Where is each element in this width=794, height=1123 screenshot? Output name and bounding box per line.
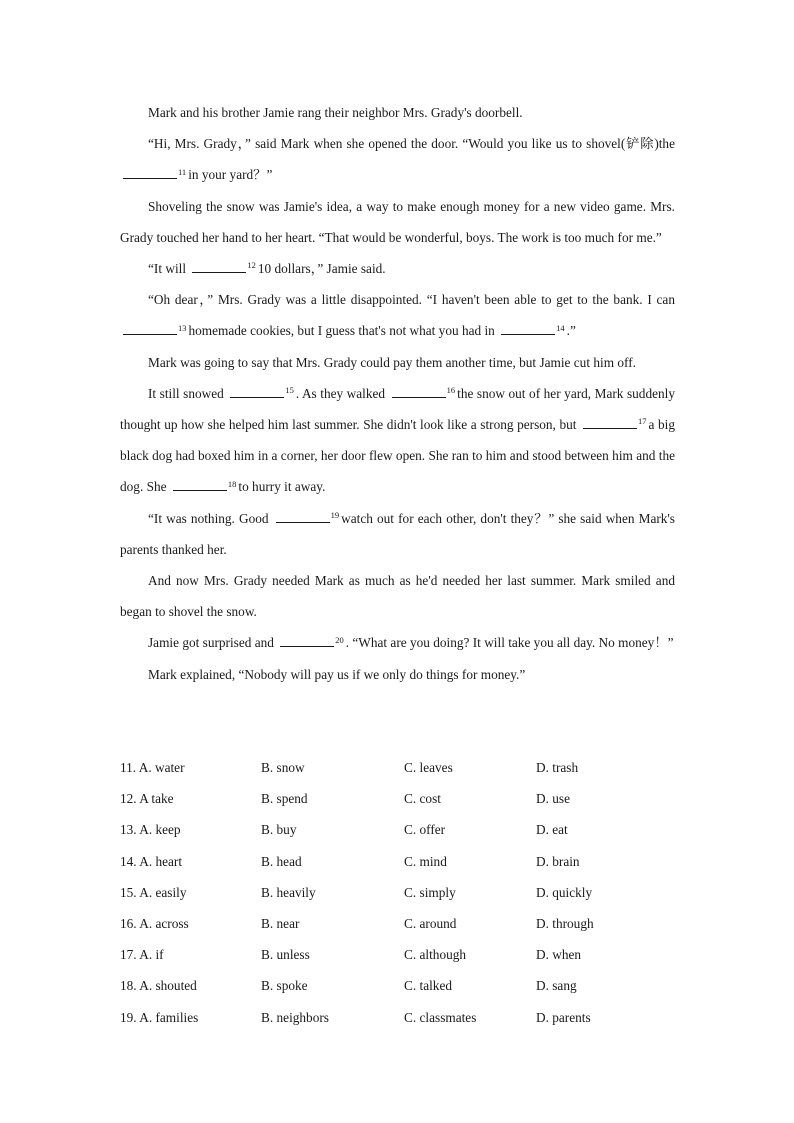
option-choice[interactable]: 16. A. across [120,915,189,931]
blank-number: 12 [247,260,256,271]
passage-text: It still snowed [148,385,228,401]
option-row [120,752,680,783]
answer-blank[interactable] [280,632,334,647]
option-row [120,846,680,877]
passage-paragraph [120,565,675,627]
blank-number: 20 [335,634,344,645]
option-choice[interactable]: B. heavily [261,884,316,900]
answer-blank[interactable] [192,258,246,273]
blank-number: 13 [178,322,187,333]
passage-text: Mark and his brother Jamie rang their neighbor Mrs. Grady's doorbell. [148,105,523,120]
option-choice[interactable]: 18. A. shouted [120,978,197,994]
option-choice[interactable]: C. around [404,915,457,931]
answer-blank[interactable] [392,383,446,398]
passage-paragraph [120,97,675,128]
option-choice[interactable]: D. through [536,915,594,931]
passage-text: . “What are you doing? It will take you all day. No money！” [345,635,674,651]
option-choice[interactable]: D. sang [536,978,577,994]
option-choice[interactable]: D. parents [536,1009,591,1025]
passage-text: And now Mrs. Grady needed Mark as much as he'd needed her last summer. Mark smiled and began to shovel the snow. [120,573,675,620]
option-choice[interactable]: C. leaves [404,760,453,775]
passage-text: watch out for each other, don't they？” she said when Mark's parents thanked her. [120,510,675,557]
answer-blank[interactable] [583,414,637,429]
blank-number: 16 [446,385,456,396]
option-choice[interactable]: 15. A. easily [120,884,187,900]
passage-text: “It will [148,261,190,277]
option-choice[interactable]: C. mind [404,853,447,869]
option-choice[interactable]: C. cost [404,791,441,807]
option-choice[interactable]: 17. A. if [120,947,164,963]
passage-text: a big black dog had boxed him in a corner, her door flew open. She ran to him and stood between him and the dog. She [120,417,675,495]
passage-text: Mark was going to say that Mrs. Grady could pay them another time, but Jamie cut him off. [148,354,636,370]
passage-paragraph [120,284,675,346]
answer-blank[interactable] [123,320,177,335]
passage-text: 10 dollars，” Jamie said. [257,261,386,277]
passage-paragraph [120,191,675,253]
option-choice[interactable]: B. near [261,915,300,931]
passage-paragraph [120,253,675,284]
option-choice[interactable]: B. snow [261,760,305,775]
passage-text: Jamie got surprised and [148,635,278,651]
passage-text: to hurry it away. [238,479,326,495]
answer-blank[interactable] [276,508,330,523]
option-row [120,783,680,814]
option-choice[interactable]: 13. A. keep [120,822,181,838]
option-row [120,1002,680,1033]
option-choice[interactable]: B. buy [261,822,297,838]
passage-text: . As they walked [295,385,389,401]
blank-number: 14 [556,322,565,333]
answer-options [120,752,680,1033]
option-choice[interactable]: B. spend [261,791,308,807]
blank-number: 18 [227,478,237,489]
blank-number: 19 [330,509,340,520]
passage-text: Mark explained, “Nobody will pay us if we only do things for money.” [148,666,526,682]
passage-paragraph [120,659,675,690]
passage-paragraph [120,503,675,565]
passage-text: in your yard？” [188,167,273,183]
option-choice[interactable]: D. quickly [536,884,593,900]
answer-blank[interactable] [123,164,177,179]
option-row [120,908,680,939]
option-choice[interactable]: 14. A. heart [120,853,183,869]
option-choice[interactable]: B. unless [261,947,310,963]
blank-number: 17 [638,416,647,427]
passage-paragraph [120,627,675,658]
option-choice[interactable]: B. head [261,853,302,869]
option-choice[interactable]: C. although [404,947,467,963]
option-choice[interactable]: D. trash [536,760,579,775]
option-choice[interactable]: B. spoke [261,978,308,994]
option-choice[interactable]: D. eat [536,822,568,838]
option-choice[interactable]: D. brain [536,853,580,869]
passage-text: “Hi, Mrs. Grady，” said Mark when she opened the door. “Would you like us to shovel(铲除)the [148,136,675,152]
option-choice[interactable]: D. use [536,791,570,807]
passage [120,97,675,690]
option-choice[interactable]: B. neighbors [261,1009,329,1025]
passage-text: “Oh dear，” Mrs. Grady was a little disappointed. “I haven't been able to get to the bank. I can [148,292,675,308]
option-row [120,939,680,970]
option-choice[interactable]: C. talked [404,978,453,994]
option-row [120,814,680,845]
blank-number: 11 [178,166,187,177]
answer-blank[interactable] [501,320,555,335]
option-choice[interactable]: C. offer [404,822,446,838]
passage-paragraph [120,378,675,503]
answer-blank[interactable] [173,476,227,491]
answer-blank[interactable] [230,383,284,398]
passage-text: .” [566,323,576,339]
option-row [120,970,680,1001]
option-choice[interactable]: 19. A. families [120,1009,199,1025]
option-choice[interactable]: C. simply [404,884,456,900]
passage-paragraph [120,128,675,190]
option-choice[interactable]: D. when [536,947,582,963]
passage-paragraph [120,347,675,378]
option-choice[interactable]: 12. A take [120,791,174,807]
option-choice[interactable]: 11. A. water [120,760,185,775]
passage-text: the snow out of her yard, Mark suddenly thought up how she helped him last summer. She didn't look like a strong person, but [120,385,676,433]
passage-text: Shoveling the snow was Jamie's idea, a way to make enough money for a new video game. Mrs. Grady touched her hand to her heart. “That would be wonderful, boys. The work is too much for me.” [120,198,675,245]
passage-text: “It was nothing. Good [148,510,273,526]
option-row [120,877,680,908]
passage-text: homemade cookies, but I guess that's not what you had in [188,323,499,339]
blank-number: 15 [285,385,294,396]
option-choice[interactable]: C. classmates [404,1009,477,1025]
